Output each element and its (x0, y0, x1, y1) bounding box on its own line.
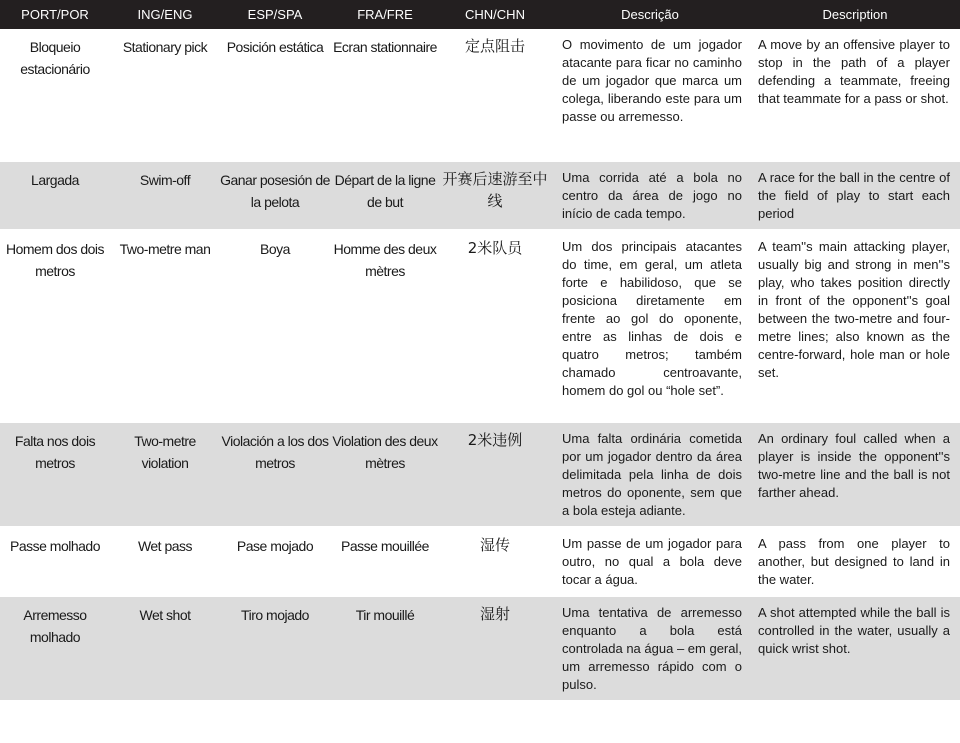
term-spa: Posición estática (220, 29, 330, 160)
term-eng: Swim-off (110, 162, 220, 229)
term-chn: 2米违例 (440, 423, 550, 526)
term-chn: 定点阻击 (440, 29, 550, 160)
descricao-text: O movimento de um jogador atacante para ficar no caminho de um jogador que marca um colega, liberando este para um passe ou arremesso. (550, 29, 750, 160)
descricao-text: Uma tentativa de arremesso enquanto a bola está controlada na água – em geral, um arremesso rápido com o pulso. (550, 597, 750, 700)
description-text: A team''s main attacking player, usually big and strong in men''s play, who takes position directly in front of the opponent''s goal between the two-metre and four-metre lines; also known as the centre-forward, hole man or hole set. (750, 231, 960, 421)
term-chn: 开赛后速游至中线 (440, 162, 550, 229)
header-chn: CHN/CHN (440, 0, 550, 29)
term-eng: Stationary pick (110, 29, 220, 160)
header-spa: ESP/SPA (220, 0, 330, 29)
term-fra: Violation des deux mètres (330, 423, 440, 526)
description-text: A move by an offensive player to stop in the path of a player defending a teammate, freeing that teammate for a pass or shot. (750, 29, 960, 160)
term-fra: Tir mouillé (330, 597, 440, 700)
description-text: A shot attempted while the ball is controlled in the water, usually a quick wrist shot. (750, 597, 960, 700)
term-fra: Passe mouillée (330, 528, 440, 595)
term-chn: 湿传 (440, 528, 550, 595)
description-text: A pass from one player to another, but designed to land in the water. (750, 528, 960, 595)
term-chn: 湿射 (440, 597, 550, 700)
term-eng: Two-metre violation (110, 423, 220, 526)
term-spa: Ganar posesión de la pelota (220, 162, 330, 229)
table-row (0, 423, 960, 526)
description-text: A race for the ball in the centre of the field of play to start each period (750, 162, 960, 229)
term-por: Falta nos dois metros (0, 423, 110, 526)
term-por: Bloqueio estacionário (0, 29, 110, 160)
term-eng: Wet shot (110, 597, 220, 700)
term-eng: Wet pass (110, 528, 220, 595)
term-spa: Tiro mojado (220, 597, 330, 700)
table-row (0, 29, 960, 160)
table-row (0, 528, 960, 595)
term-spa: Boya (220, 231, 330, 421)
header-eng: ING/ENG (110, 0, 220, 29)
descricao-text: Uma falta ordinária cometida por um jogador dentro da área delimitada pela linha de dois metros do oponente, sem que a bola esteja adiante. (550, 423, 750, 526)
term-fra: Départ de la ligne de but (330, 162, 440, 229)
header-row (0, 0, 960, 29)
term-chn: 2米队员 (440, 231, 550, 421)
table-row (0, 597, 960, 700)
term-spa: Violación a los dos metros (220, 423, 330, 526)
term-eng: Two-metre man (110, 231, 220, 421)
term-spa: Pase mojado (220, 528, 330, 595)
header-description: Description (750, 0, 960, 29)
term-por: Largada (0, 162, 110, 229)
descricao-text: Um dos principais atacantes do time, em geral, um atleta forte e habilidoso, que se posiciona diretamente em frente ao gol do oponente, entre as linhas de dois e quatro metros; também chamado centroavante, homem do gol ou “hole set”. (550, 231, 750, 421)
term-fra: Homme des deux mètres (330, 231, 440, 421)
header-fra: FRA/FRE (330, 0, 440, 29)
header-por: PORT/POR (0, 0, 110, 29)
descricao-text: Um passe de um jogador para outro, no qual a bola deve tocar a água. (550, 528, 750, 595)
term-por: Passe molhado (0, 528, 110, 595)
term-por: Homem dos dois metros (0, 231, 110, 421)
header-descricao: Descrição (550, 0, 750, 29)
table-row (0, 162, 960, 229)
table-row (0, 231, 960, 421)
descricao-text: Uma corrida até a bola no centro da área de jogo no início de cada tempo. (550, 162, 750, 229)
term-por: Arremesso molhado (0, 597, 110, 700)
description-text: An ordinary foul called when a player is inside the opponent''s two-metre line and the ball is not farther ahead. (750, 423, 960, 526)
term-fra: Ecran stationnaire (330, 29, 440, 160)
